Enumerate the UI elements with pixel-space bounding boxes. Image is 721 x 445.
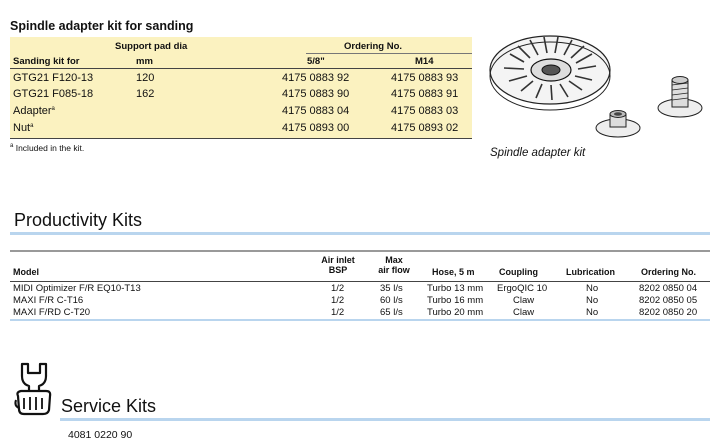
table-row-no-m14: 4175 0893 02 <box>391 122 459 134</box>
table-row-no-5-8: 4175 0883 90 <box>282 88 350 100</box>
header-hose: Hose, 5 m <box>432 267 475 277</box>
header-support-pad: Support pad dia <box>115 41 188 52</box>
header-mm: mm <box>136 56 153 67</box>
header-ordering-no: Ordering No. <box>344 41 403 52</box>
table-row-ordering-no: 8202 0850 05 <box>639 295 698 306</box>
table-row-flow: 65 l/s <box>380 307 403 318</box>
table-row-bsp: 1/2 <box>331 283 345 294</box>
header-divider <box>10 281 710 282</box>
table-top-border <box>10 250 710 252</box>
table-bottom-border <box>10 319 710 321</box>
table-row-lubrication: No <box>586 307 599 318</box>
table-row-model: MAXI F/RD C-T20 <box>13 307 91 318</box>
header-lubrication: Lubrication <box>566 267 615 277</box>
header-ordering-no: Ordering No. <box>641 267 697 277</box>
spindle-section-title: Spindle adapter kit for sanding <box>10 19 194 33</box>
table-row-no-5-8: 4175 0893 00 <box>282 122 350 134</box>
service-kits-heading: Service Kits <box>61 396 157 416</box>
table-row-no-5-8: 4175 0883 04 <box>282 105 350 117</box>
table-row-model: MIDI Optimizer F/R EQ10-T13 <box>13 283 141 294</box>
table-row-coupling: ErgoQIC 10 <box>497 283 548 294</box>
table-row-flow: 35 l/s <box>380 283 403 294</box>
header-air-inlet: Air inlet BSP <box>321 255 355 275</box>
table-row-ordering-no: 8202 0850 04 <box>639 283 698 294</box>
table-row-coupling: Claw <box>513 295 535 306</box>
table-row-no-m14: 4175 0883 93 <box>391 72 459 84</box>
table-row-model: MAXI F/R C-T16 <box>13 295 84 306</box>
table-row-coupling: Claw <box>513 307 535 318</box>
table-row-name: Adapter$^a$ <box>13 105 55 117</box>
table-row-lubrication: No <box>586 295 599 306</box>
table-row-bsp: 1/2 <box>331 295 345 306</box>
spindle-adapter-kit-image <box>488 18 710 148</box>
header-coupling: Coupling <box>499 267 538 277</box>
table-row-ordering-no: 8202 0850 20 <box>639 307 698 318</box>
table-row-dia: 120 <box>136 72 155 84</box>
table-row-hose: Turbo 16 mm <box>427 295 484 306</box>
productivity-kits-heading: Productivity Kits <box>14 210 143 230</box>
header-5-8: 5/8" <box>307 56 325 67</box>
table-row-name: Nut$^a$ <box>13 122 34 134</box>
table-row-lubrication: No <box>586 283 599 294</box>
table-row-name: GTG21 F120-13 <box>13 72 94 84</box>
header-divider <box>10 68 472 69</box>
spindle-table <box>10 37 472 139</box>
table-row-bsp: 1/2 <box>331 307 345 318</box>
table-row-name: GTG21 F085-18 <box>13 88 94 100</box>
spindle-footnote: $^a$ Included in the kit. <box>10 143 85 153</box>
table-row-hose: Turbo 13 mm <box>427 283 484 294</box>
table-row-dia: 162 <box>136 88 155 100</box>
header-model: Model <box>13 267 39 277</box>
ordering-divider <box>306 53 472 54</box>
productivity-table <box>10 250 710 322</box>
footnote-marker: a <box>51 106 55 112</box>
header-m14: M14 <box>415 56 434 67</box>
footnote-marker: a <box>30 123 34 129</box>
table-row-flow: 60 l/s <box>380 295 403 306</box>
header-sanding-kit-for: Sanding kit for <box>13 56 80 67</box>
section-divider <box>10 232 710 235</box>
section-divider <box>60 418 710 421</box>
wrench-icon <box>12 362 56 416</box>
table-row-no-5-8: 4175 0883 92 <box>282 72 350 84</box>
image-caption: Spindle adapter kit <box>490 147 586 159</box>
table-row-hose: Turbo 20 mm <box>427 307 484 318</box>
table-row-no-m14: 4175 0883 91 <box>391 88 459 100</box>
header-max-air-flow: Max air flow <box>378 255 410 275</box>
table-row-no-m14: 4175 0883 03 <box>391 105 459 117</box>
service-kit-ordering-no: 4081 0220 90 <box>68 429 133 441</box>
